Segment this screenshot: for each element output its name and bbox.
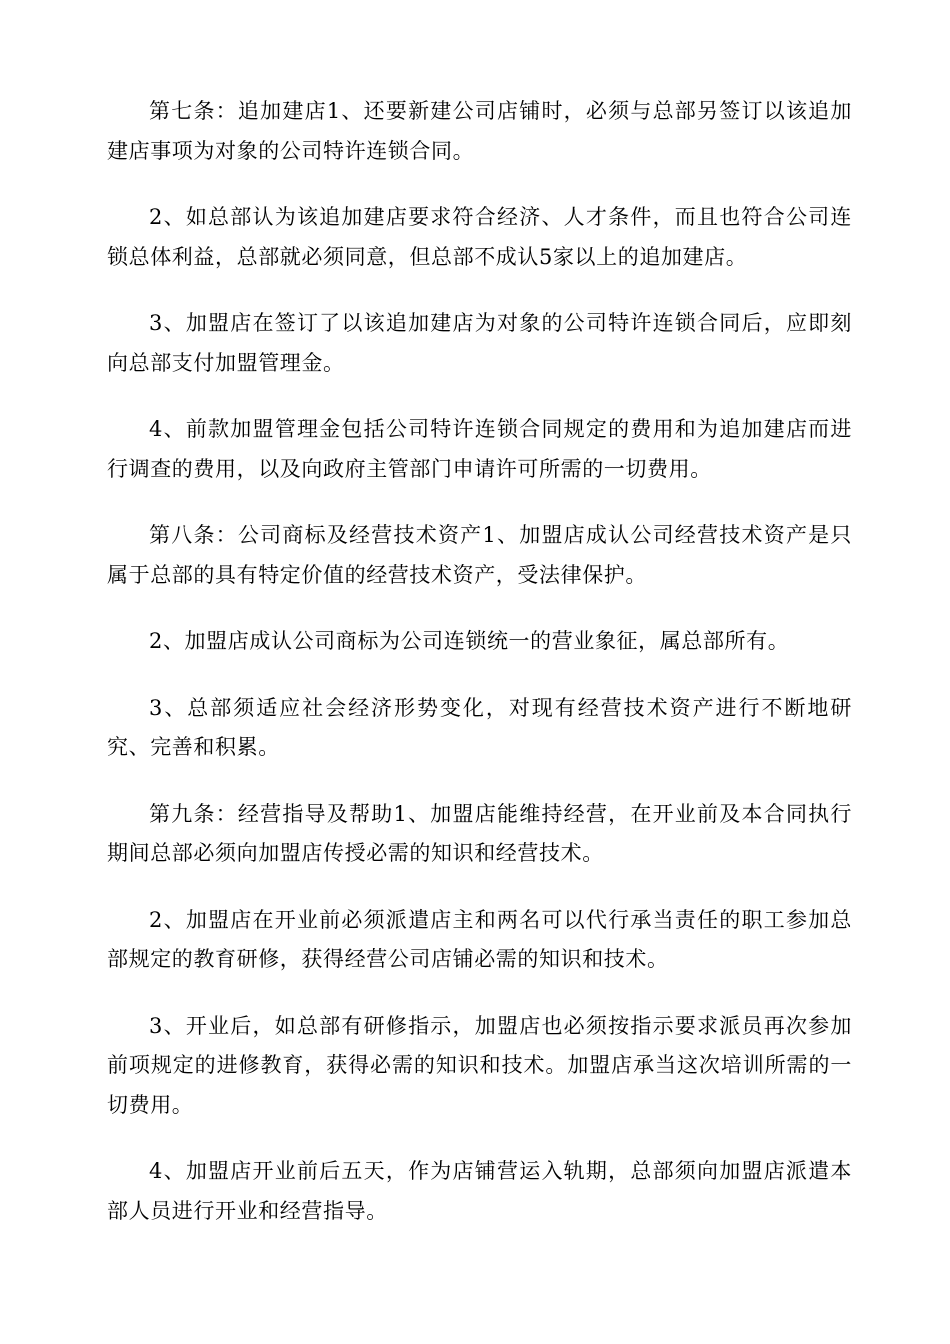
paragraph-article-7-item-3: 3、加盟店在签订了以该追加建店为对象的公司特许连锁合同后，应即刻向总部支付加盟管理金。: [107, 311, 852, 375]
paragraph-article-9-item-3: 3、开业后，如总部有研修指示，加盟店也必须按指示要求派员再次参加前项规定的进修教育，获得必需的知识和技术。加盟店承当这次培训所需的一切费用。: [107, 1013, 852, 1117]
paragraph-article-7-item-2: 2、如总部认为该追加建店要求符合经济、人才条件，而且也符合公司连锁总体利益，总部就必须同意，但总部不成认5家以上的追加建店。: [107, 205, 852, 269]
paragraph-article-9-item-2: 2、加盟店在开业前必须派遣店主和两名可以代行承当责任的职工参加总部规定的教育研修，获得经营公司店铺必需的知识和技术。: [107, 907, 852, 971]
paragraph-article-7: 第七条：追加建店1、还要新建公司店铺时，必须与总部另签订以该追加建店事项为对象的公司特许连锁合同。: [107, 99, 852, 163]
paragraph-article-7-item-4: 4、前款加盟管理金包括公司特许连锁合同规定的费用和为追加建店而进行调查的费用，以及向政府主管部门申请许可所需的一切费用。: [107, 417, 852, 481]
paragraph-article-8-item-3: 3、总部须适应社会经济形势变化，对现有经营技术资产进行不断地研究、完善和积累。: [107, 695, 852, 759]
paragraph-article-8: 第八条：公司商标及经营技术资产1、加盟店成认公司经营技术资产是只属于总部的具有特定价值的经营技术资产，受法律保护。: [107, 523, 852, 587]
paragraph-article-8-item-2: 2、加盟店成认公司商标为公司连锁统一的营业象征，属总部所有。: [149, 629, 790, 653]
document-body: [107, 92, 852, 1258]
paragraph-article-9: 第九条：经营指导及帮助1、加盟店能维持经营，在开业前及本合同执行期间总部必须向加盟店传授必需的知识和经营技术。: [107, 801, 852, 865]
paragraph-article-9-item-4: 4、加盟店开业前后五天，作为店铺营运入轨期，总部须向加盟店派遣本部人员进行开业和经营指导。: [107, 1159, 852, 1223]
